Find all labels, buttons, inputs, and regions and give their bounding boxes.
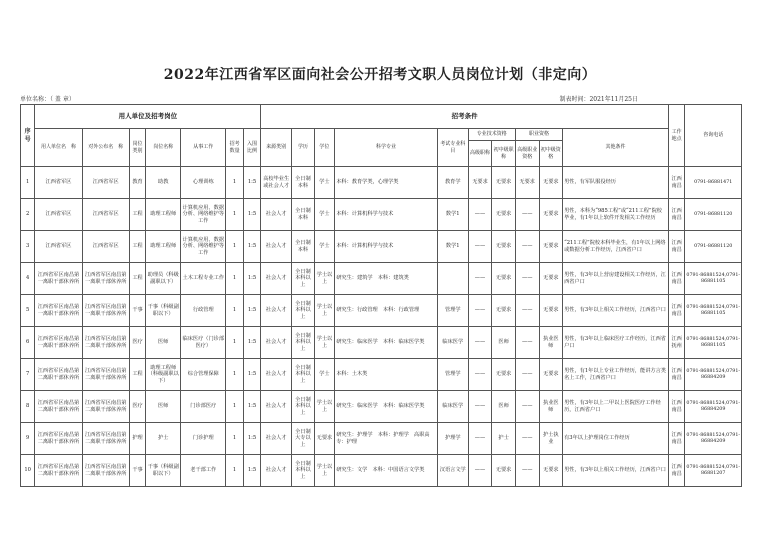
cell-t_high: —— — [468, 391, 492, 423]
cell-no: 7 — [21, 359, 35, 391]
table-body — [21, 167, 742, 487]
cell-major: 研究生：行政管理 本科：行政管理 — [335, 295, 438, 327]
cell-unit: 江西省军区南昌第一离职干部休养所 — [35, 263, 82, 295]
cell-ratio: 1:5 — [243, 423, 260, 455]
cell-unit: 江西省军区 — [35, 231, 82, 263]
cell-ratio: 1:5 — [243, 327, 260, 359]
cell-work: 临床医疗（门诊部医疗） — [181, 327, 226, 359]
cell-degree: 学士以上 — [314, 455, 335, 487]
cell-work: 心理训练 — [181, 167, 226, 199]
header-unit-group: 用人单位及招考岗位 — [35, 105, 261, 129]
header-edu: 学历 — [292, 129, 315, 167]
cell-source: 社会人才 — [261, 327, 292, 359]
cell-q_high: —— — [515, 231, 539, 263]
header-title-high: 高级职称 — [468, 141, 492, 167]
cell-unit: 江西省军区 — [35, 167, 82, 199]
table-row — [21, 295, 742, 327]
cell-type: 医疗 — [129, 327, 145, 359]
cell-type: 干事 — [129, 295, 145, 327]
cell-edu: 全日制本科以上 — [292, 359, 315, 391]
cell-dept: 江西省军区南昌第二离职干部休养所 — [82, 359, 129, 391]
cell-unit: 江西省军区南昌第一离职干部休养所 — [35, 327, 82, 359]
cell-exam: 数学1 — [437, 231, 468, 263]
cell-t_mid: 无要求 — [492, 295, 516, 327]
table-row — [21, 423, 742, 455]
header-ratio: 入围比例 — [243, 129, 260, 167]
cell-num: 1 — [226, 455, 243, 487]
cell-dept: 江西省军区南昌第二离职干部休养所 — [82, 327, 129, 359]
header-condition-group: 招考条件 — [261, 105, 669, 129]
cell-q_high: —— — [515, 263, 539, 295]
cell-num: 1 — [226, 327, 243, 359]
cell-phone: 0791-86881524,0791-86881105 — [685, 263, 742, 295]
cell-q_high: —— — [515, 327, 539, 359]
header-exam: 考试专业科目 — [437, 129, 468, 167]
cell-source: 社会人才 — [261, 359, 292, 391]
cell-place: 江西抚州 — [668, 327, 684, 359]
cell-exam: 临床医学 — [437, 327, 468, 359]
cell-edu: 全日制本科 — [292, 199, 315, 231]
cell-t_high: —— — [468, 423, 492, 455]
header-work-place: 工作地点 — [668, 105, 684, 167]
cell-post: 助理工程师 — [146, 199, 181, 231]
cell-post: 助理工程师 — [146, 231, 181, 263]
cell-type: 工程 — [129, 263, 145, 295]
cell-q_high: 无要求 — [515, 167, 539, 199]
cell-t_mid: 医师 — [492, 327, 516, 359]
cell-degree: 学士以上 — [314, 391, 335, 423]
header-work: 从事工作 — [181, 129, 226, 167]
cell-dept: 江西省军区 — [82, 167, 129, 199]
cell-work: 门诊部医疗 — [181, 391, 226, 423]
cell-major: 本科：土木类 — [335, 359, 438, 391]
cell-num: 1 — [226, 391, 243, 423]
cell-degree: 学士 — [314, 231, 335, 263]
table-row — [21, 199, 742, 231]
table-row — [21, 327, 742, 359]
cell-phone: 0791-86881120 — [685, 199, 742, 231]
cell-phone: 0791-86881524,0791-86881105 — [685, 327, 742, 359]
cell-ratio: 1:5 — [243, 199, 260, 231]
cell-place: 江西南昌 — [668, 423, 684, 455]
cell-num: 1 — [226, 231, 243, 263]
cell-dept: 江西省军区南昌第二离职干部休养所 — [82, 423, 129, 455]
header-title-mid: 初中级职称 — [492, 141, 516, 167]
cell-t_high: —— — [468, 327, 492, 359]
cell-degree: 学士以上 — [314, 295, 335, 327]
cell-t_mid: 无要求 — [492, 167, 516, 199]
cell-q_high: —— — [515, 423, 539, 455]
table-row — [21, 359, 742, 391]
table-date: 制表时间：2021年11月25日 — [559, 96, 638, 103]
cell-phone: 0791-86881524,0791-86884209 — [685, 423, 742, 455]
cell-other: 男性，有3年以上二甲以上医院医疗工作经历，江西省户口 — [563, 391, 669, 423]
cell-place: 江西南昌 — [668, 295, 684, 327]
cell-type: 干事 — [129, 455, 145, 487]
cell-edu: 全日制本科 — [292, 167, 315, 199]
cell-dept: 江西省军区南昌第一离职干部休养所 — [82, 295, 129, 327]
cell-place: 江西南昌 — [668, 359, 684, 391]
cell-no: 8 — [21, 391, 35, 423]
table-row — [21, 167, 742, 199]
header-qual-mid: 初中级资格 — [539, 141, 563, 167]
cell-no: 4 — [21, 263, 35, 295]
cell-other: 男性，有1年以上专业工作经历，能讲方言类名上工作，江西省户口 — [563, 359, 669, 391]
cell-q_mid: 执业医师 — [539, 391, 563, 423]
cell-t_high: —— — [468, 199, 492, 231]
document-title: 2022年江西省军区面向社会公开招考文职人员岗位计划（非定向） — [163, 67, 597, 83]
header-degree: 学位 — [314, 129, 335, 167]
cell-unit: 江西省军区南昌第二离职干部休养所 — [35, 359, 82, 391]
header-qual-high: 高级职业资格 — [515, 141, 539, 167]
cell-other: 男性，有3年以上相关工作经历，江西省户口 — [563, 455, 669, 487]
cell-work: 综合管理保障 — [181, 359, 226, 391]
cell-ratio: 1:5 — [243, 295, 260, 327]
table-row — [21, 263, 742, 295]
cell-t_high: —— — [468, 359, 492, 391]
cell-major: 研究生：建筑学 本科：建筑类 — [335, 263, 438, 295]
cell-q_mid: 护士执业 — [539, 423, 563, 455]
header-phone: 咨询电话 — [685, 105, 742, 167]
cell-q_high: —— — [515, 295, 539, 327]
cell-edu: 全日制本科以上 — [292, 455, 315, 487]
cell-t_mid: 无要求 — [492, 231, 516, 263]
cell-major: 研究生：护理学 本科：护理学 高职高专：护理 — [335, 423, 438, 455]
cell-no: 5 — [21, 295, 35, 327]
cell-source: 社会人才 — [261, 455, 292, 487]
cell-place: 江西南昌 — [668, 263, 684, 295]
cell-phone: 0791-86881524,0791-86881105 — [685, 295, 742, 327]
cell-num: 1 — [226, 167, 243, 199]
cell-type: 护理 — [129, 423, 145, 455]
cell-work: 计算机应用、数据分析、网络维护等工作 — [181, 199, 226, 231]
cell-t_mid: 医师 — [492, 391, 516, 423]
cell-type: 医疗 — [129, 391, 145, 423]
cell-source: 社会人才 — [261, 423, 292, 455]
cell-phone: 0791-86881524,0791-86881207 — [685, 455, 742, 487]
cell-ratio: 1:5 — [243, 455, 260, 487]
cell-source: 社会人才 — [261, 231, 292, 263]
cell-dept: 江西省军区 — [82, 199, 129, 231]
cell-q_high: —— — [515, 359, 539, 391]
cell-exam: 管理学 — [437, 295, 468, 327]
cell-exam: 护理学 — [437, 423, 468, 455]
header-source: 来源类别 — [261, 129, 292, 167]
cell-other: “211工程”院校本科毕业生，有1年以上网络或数据分析工作经历，江西省户口 — [563, 231, 669, 263]
cell-major: 本科：计算机科学与技术 — [335, 199, 438, 231]
cell-no: 3 — [21, 231, 35, 263]
header-type: 岗位类别 — [129, 129, 145, 167]
cell-dept: 江西省军区南昌第二离职干部休养所 — [82, 391, 129, 423]
cell-other: 男性，本科为“985工程”或“211工程”院校毕业，有1年以上软件开发相关工作经历 — [563, 199, 669, 231]
cell-unit: 江西省军区南昌第二离职干部休养所 — [35, 391, 82, 423]
cell-type: 工程 — [129, 199, 145, 231]
cell-major: 研究生：临床医学 本科：临床医学类 — [335, 391, 438, 423]
cell-ratio: 1:5 — [243, 359, 260, 391]
cell-exam: 汉语言文学 — [437, 455, 468, 487]
header-post: 岗位名称 — [146, 129, 181, 167]
cell-exam: 教育学 — [437, 167, 468, 199]
cell-num: 1 — [226, 423, 243, 455]
cell-work: 老干部工作 — [181, 455, 226, 487]
cell-type: 工程 — [129, 359, 145, 391]
cell-major: 本科：计算机科学与技术 — [335, 231, 438, 263]
cell-other: 男性，有军队服役经历 — [563, 167, 669, 199]
cell-source: 社会人才 — [261, 391, 292, 423]
cell-post: 助教 — [146, 167, 181, 199]
cell-num: 1 — [226, 263, 243, 295]
cell-major: 本科：教育学类，心理学类 — [335, 167, 438, 199]
cell-t_mid: 无要求 — [492, 455, 516, 487]
cell-no: 10 — [21, 455, 35, 487]
cell-post: 干事（科级副职以下） — [146, 295, 181, 327]
cell-q_mid: 无要求 — [539, 295, 563, 327]
cell-ratio: 1:5 — [243, 231, 260, 263]
cell-exam — [437, 263, 468, 295]
cell-phone: 0791-86881471 — [685, 167, 742, 199]
cell-no: 2 — [21, 199, 35, 231]
cell-other: 男性，有3年以上营房建设相关工作经历，江西省户口 — [563, 263, 669, 295]
header-title-group: 专业技术资格 — [468, 129, 515, 141]
cell-place: 江西南昌 — [668, 391, 684, 423]
cell-place: 江西南昌 — [668, 167, 684, 199]
cell-edu: 全日制本科以上 — [292, 295, 315, 327]
cell-major: 研究生：文学 本科：中国语言文学类 — [335, 455, 438, 487]
cell-degree: 学士 — [314, 199, 335, 231]
cell-degree: 学士以上 — [314, 263, 335, 295]
cell-post: 护士 — [146, 423, 181, 455]
cell-type: 工程 — [129, 231, 145, 263]
cell-phone: 0791-86881524,0791-86884209 — [685, 391, 742, 423]
header-major: 科学专业 — [335, 129, 438, 167]
cell-source: 高校毕业生或社会人才 — [261, 167, 292, 199]
cell-ratio: 1:5 — [243, 391, 260, 423]
cell-degree: 无要求 — [314, 423, 335, 455]
cell-t_high: —— — [468, 231, 492, 263]
cell-dept: 江西省军区南昌第二离职干部休养所 — [82, 455, 129, 487]
cell-unit: 江西省军区南昌第二离职干部休养所 — [35, 455, 82, 487]
cell-type: 教育 — [129, 167, 145, 199]
cell-place: 江西南昌 — [668, 455, 684, 487]
cell-post: 干事（科级副职以下） — [146, 455, 181, 487]
cell-q_mid: 无要求 — [539, 199, 563, 231]
cell-t_high: 无要求 — [468, 167, 492, 199]
cell-work: 土木工程专业工作 — [181, 263, 226, 295]
cell-exam: 管理学 — [437, 359, 468, 391]
cell-no: 6 — [21, 327, 35, 359]
cell-unit: 江西省军区南昌第一离职干部休养所 — [35, 295, 82, 327]
cell-source: 社会人才 — [261, 295, 292, 327]
cell-phone: 0791-86881120 — [685, 231, 742, 263]
cell-other: 有3年以上护理岗位工作经历 — [563, 423, 669, 455]
header-qual-group: 职业资格 — [515, 129, 562, 141]
cell-work: 门诊护理 — [181, 423, 226, 455]
cell-q_mid: 无要求 — [539, 231, 563, 263]
cell-unit: 江西省军区 — [35, 199, 82, 231]
cell-t_high: —— — [468, 263, 492, 295]
header-unit: 用人单位名 称 — [35, 129, 82, 167]
cell-ratio: 1:5 — [243, 263, 260, 295]
cell-major: 研究生：临床医学 本科：临床医学类 — [335, 327, 438, 359]
cell-post: 助理员（科级副职以下） — [146, 263, 181, 295]
cell-t_mid: 无要求 — [492, 199, 516, 231]
cell-num: 1 — [226, 359, 243, 391]
cell-t_high: —— — [468, 295, 492, 327]
cell-q_mid: 无要求 — [539, 455, 563, 487]
unit-name-label: 单位名称：（ 盖 章） — [20, 96, 75, 103]
cell-other: 男性，有3年以上临床医疗工作经历，江西省户口 — [563, 327, 669, 359]
cell-source: 社会人才 — [261, 199, 292, 231]
cell-source: 社会人才 — [261, 263, 292, 295]
header-other: 其他条件 — [563, 129, 669, 167]
table-row — [21, 231, 742, 263]
cell-q_mid: 无要求 — [539, 359, 563, 391]
cell-q_high: —— — [515, 391, 539, 423]
cell-edu: 全日制本科以上 — [292, 263, 315, 295]
cell-post: 医师 — [146, 391, 181, 423]
cell-no: 9 — [21, 423, 35, 455]
cell-dept: 江西省军区南昌第一离职干部休养所 — [82, 263, 129, 295]
cell-t_high: —— — [468, 455, 492, 487]
cell-degree: 学士以上 — [314, 327, 335, 359]
cell-t_mid: 护士 — [492, 423, 516, 455]
cell-degree: 学士 — [314, 167, 335, 199]
cell-other: 男性，有3年以上相关工作经历，江西省户口 — [563, 295, 669, 327]
cell-exam: 临床医学 — [437, 391, 468, 423]
cell-q_mid: 无要求 — [539, 167, 563, 199]
header-num: 招考数量 — [226, 129, 243, 167]
cell-dept: 江西省军区 — [82, 231, 129, 263]
cell-t_mid: 无要求 — [492, 359, 516, 391]
cell-edu: 全日制本科以上 — [292, 391, 315, 423]
table-row — [21, 391, 742, 423]
header-dept: 对外公布名 称 — [82, 129, 129, 167]
cell-q_mid: 执业医师 — [539, 327, 563, 359]
cell-place: 江西南昌 — [668, 231, 684, 263]
cell-no: 1 — [21, 167, 35, 199]
cell-post: 助理工程师（科级副职以下） — [146, 359, 181, 391]
cell-post: 医师 — [146, 327, 181, 359]
cell-work: 行政管理 — [181, 295, 226, 327]
cell-t_mid: 无要求 — [492, 263, 516, 295]
cell-ratio: 1:5 — [243, 167, 260, 199]
table-row — [21, 455, 742, 487]
cell-edu: 全日制大专以上 — [292, 423, 315, 455]
header-xuhao: 序号 — [21, 105, 35, 167]
cell-q_mid: 无要求 — [539, 263, 563, 295]
cell-exam: 数学1 — [437, 199, 468, 231]
cell-q_high: —— — [515, 455, 539, 487]
cell-unit: 江西省军区南昌第二离职干部休养所 — [35, 423, 82, 455]
cell-q_high: —— — [515, 199, 539, 231]
cell-degree: 学士 — [314, 359, 335, 391]
cell-edu: 全日制本科以上 — [292, 327, 315, 359]
cell-phone: 0791-86881524,0791-86884209 — [685, 359, 742, 391]
cell-edu: 全日制本科 — [292, 231, 315, 263]
cell-place: 江西南昌 — [668, 199, 684, 231]
cell-num: 1 — [226, 199, 243, 231]
cell-work: 计算机应用、数据分析、网络维护等工作 — [181, 231, 226, 263]
recruitment-table — [20, 104, 742, 487]
cell-num: 1 — [226, 295, 243, 327]
